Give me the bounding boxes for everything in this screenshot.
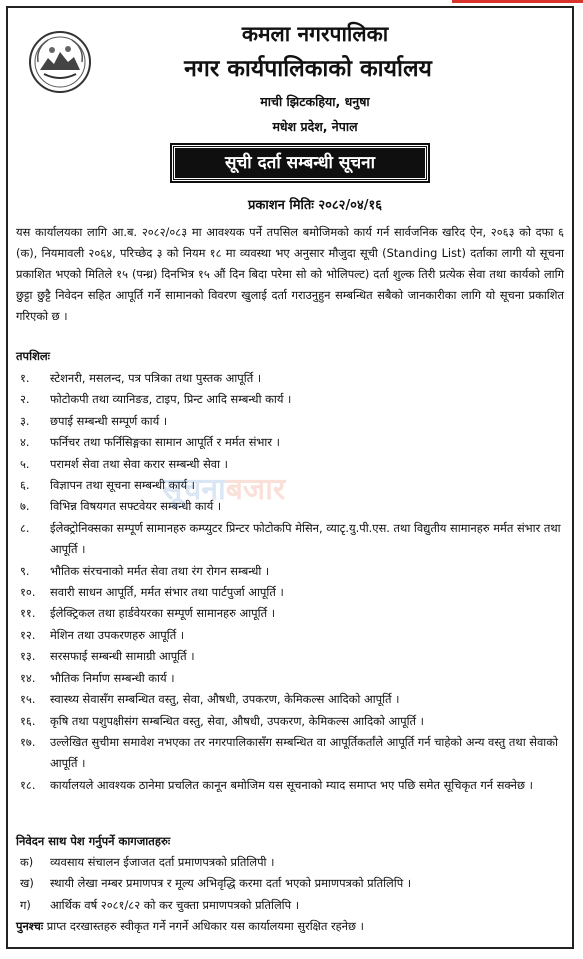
list-item <box>16 852 564 873</box>
notice-title-banner: सूची दर्ता सम्बन्धी सूचना <box>172 145 428 181</box>
list-item-number: १८. <box>20 777 36 792</box>
list-item-number: ५. <box>20 456 30 471</box>
address-line-1: माची झिटकहिया, धनुषा <box>260 94 370 109</box>
publish-date: प्रकाशन मितिः २०८२/०४/१६ <box>248 198 382 213</box>
list-item-text: स्थायी लेखा नम्बर प्रमाणपत्र र मूल्य अभिवृद्धि करमा दर्ता भएको प्रमाणपत्रको प्रतिलिपि । <box>50 876 412 891</box>
list-item <box>16 646 564 667</box>
list-item <box>16 775 564 796</box>
list-item <box>16 873 564 894</box>
list-item-number: ९. <box>20 563 30 578</box>
list-item-text: कृषि तथा पशुपक्षीसंग सम्बन्धित वस्तु, सेवा, औषधी, उपकरण, केमिकल्स आदिको आपूर्ति । <box>50 713 424 728</box>
list-item <box>16 668 564 689</box>
list-item <box>16 432 564 453</box>
list-item-text: फोटोकपी तथा व्यानिङड, टाइप, प्रिन्ट आदि सम्बन्धी कार्य । <box>50 392 292 407</box>
watermark <box>162 468 422 512</box>
list-item-number: ११. <box>20 606 36 621</box>
list-item-text: विभिन्न विषयगत सफ्टवेयर सम्बन्धी कार्य । <box>50 499 222 514</box>
list-item-text: विज्ञापन तथा सूचना सम्बन्धी कार्य । <box>50 478 195 493</box>
details-list <box>16 368 564 796</box>
list-item <box>16 518 564 561</box>
documents-list <box>16 852 564 916</box>
list-item <box>16 711 564 732</box>
watermark-part-2: बजार <box>225 472 286 507</box>
list-item-text: आर्थिक वर्ष २०८१/८२ को कर चुक्ता प्रमाणपत्रको प्रतिलिपि । <box>50 897 300 912</box>
list-item-text: व्यवसाय संचालन ईजाजत दर्ता प्रमाणपत्रको प्रतिलिपी । <box>50 855 275 869</box>
list-item-text: ईलेक्ट्रिकल तथा हार्डवेयरका सम्पूर्ण सामानहरु आपूर्ति । <box>50 606 276 621</box>
list-item-text: फर्निचर तथा फर्निसिङ्गका सामान आपूर्ति र मर्मत संभार । <box>50 435 280 450</box>
list-item-text: परामर्श सेवा तथा सेवा करार सम्बन्धी सेवा । <box>50 456 229 471</box>
list-item-text: स्टेशनरी, मसलन्द, पत्र पत्रिका तथा पुस्तक आपूर्ति । <box>50 371 262 385</box>
list-item-number: १०. <box>20 585 36 600</box>
list-item-number: ६. <box>20 478 30 493</box>
list-item-number: ८. <box>20 520 30 535</box>
list-item <box>16 389 564 410</box>
list-item <box>16 411 564 432</box>
list-item-text: सवारी साधन आपूर्ति, मर्मत संभार तथा पार्टपुर्जा आपूर्ति । <box>50 585 284 600</box>
address-line-2: मधेश प्रदेश, नेपाल <box>272 119 358 134</box>
list-item-number: ७. <box>20 499 30 514</box>
list-item-number: १६. <box>20 713 36 728</box>
list-item-number: ४. <box>20 435 30 450</box>
list-item-text: उल्लेखित सुचीमा समावेश नभएका तर नगरपालिकासँग सम्बन्धित वा आपूर्तिकर्तांले आपूर्ति गर्न चाहेको अन्य वस्तु तथा सेवाको आपूर्ति । <box>50 734 558 771</box>
list-item-number: १३. <box>20 649 36 664</box>
list-item-number: क) <box>20 855 34 869</box>
list-item <box>16 689 564 710</box>
watermark-part-1: सूचना <box>162 472 226 507</box>
list-item-number: ग) <box>20 897 31 912</box>
list-item-number: ३. <box>20 413 30 428</box>
list-item-text: छपाई सम्बन्धी सम्पूर्ण कार्य । <box>50 413 168 428</box>
details-heading: तपशिलः <box>16 349 51 363</box>
list-item-number: ख) <box>20 876 34 891</box>
list-item-text: भौतिक निर्माण सम्बन्धी कार्य । <box>50 670 175 685</box>
list-item-text: कार्यालयले आवश्यक ठानेमा प्रचलित कानून बमोजिम यस सूचनाको म्याद समाप्त भए पछि समेत सूचिकृत गर्न सक्नेछ । <box>50 777 533 792</box>
footer-note <box>16 916 564 936</box>
list-item-number: १५. <box>20 692 36 707</box>
footer-note-label: पुनश्चः <box>16 919 44 933</box>
list-item <box>16 561 564 582</box>
list-item-number: १. <box>20 371 30 385</box>
list-item <box>16 895 564 916</box>
list-item-text: मेशिन तथा उपकरणहरु आपूर्ति । <box>50 627 185 642</box>
list-item-number: १४. <box>20 670 36 685</box>
documents-heading: निवेदन साथ पेश गर्नुपर्ने कागजातहरुः <box>16 834 171 848</box>
list-item <box>16 732 564 775</box>
intro-paragraph: यस कार्यालयका लागि आ.ब. २०८२/०८३ मा आवश्यक पर्ने तपसिल बमोजिमको कार्य गर्न सार्वजनिक खरिद ऐन, २०६३ को दफा ६ (क), नियमावली २०६४, परिच्छेद ३ को नियम १८ मा व्यवस्था भए अनुसार मौजुदा सूची (Standing List) दर्ताका लागी यो सूचना प्रकाशित भएको मितिले १५ (पन्ध्र) दिनभित्र १५ औं दिन बिदा परेमा सो को भोलिपल्ट) दर्ता शुल्क तिरी प्रत्येक सेवा तथा कार्यको लागि छुट्टा छुट्टै निवेदन सहित आपूर्ति गर्ने सामानको विवरण खुलाई दर्ता गराउनुहुन सम्बन्धित सबैको जानकारीका लागि यो सूचना प्रकाशित गरिएको छ । <box>16 225 564 323</box>
nepal-government-emblem-icon <box>28 30 92 94</box>
top-accent-line <box>452 0 583 3</box>
list-item-text: ईलेक्ट्रोनिक्सका सम्पूर्ण सामानहरु कम्प्युटर प्रिन्टर फोटोकपि मेसिन, व्याटृ.यु.पी.एस. तथा विद्युतीय सामानहरु मर्मत संभार तथा आपूर्ति । <box>50 520 561 557</box>
list-item-text: भौतिक संरचनाको मर्मत सेवा तथा रंग रोगन सम्बन्धी । <box>50 563 270 578</box>
list-item-text: स्वास्थ्य सेवासँग सम्बन्धित वस्तु, सेवा, औषधी, उपकरण, केमिकल्स आदिको आपूर्ति । <box>50 692 400 707</box>
list-item <box>16 603 564 624</box>
list-item <box>16 625 564 646</box>
footer-note-text: प्राप्त दरखास्तहरु स्वीकृत गर्ने नगर्ने अधिकार यस कार्यालयमा सुरक्षित रहनेछ । <box>46 919 364 933</box>
list-item <box>16 582 564 603</box>
list-item-number: २. <box>20 392 30 407</box>
list-item <box>16 368 564 389</box>
office-name: कमला नगरपालिका <box>241 22 389 46</box>
list-item-number: १७. <box>20 734 36 749</box>
list-item-text: सरसफाई सम्बन्धी सामाग्री आपूर्ति । <box>50 649 195 664</box>
list-item-number: १२. <box>20 627 36 642</box>
office-title: नगर कार्यपालिकाको कार्यालय <box>184 56 432 82</box>
